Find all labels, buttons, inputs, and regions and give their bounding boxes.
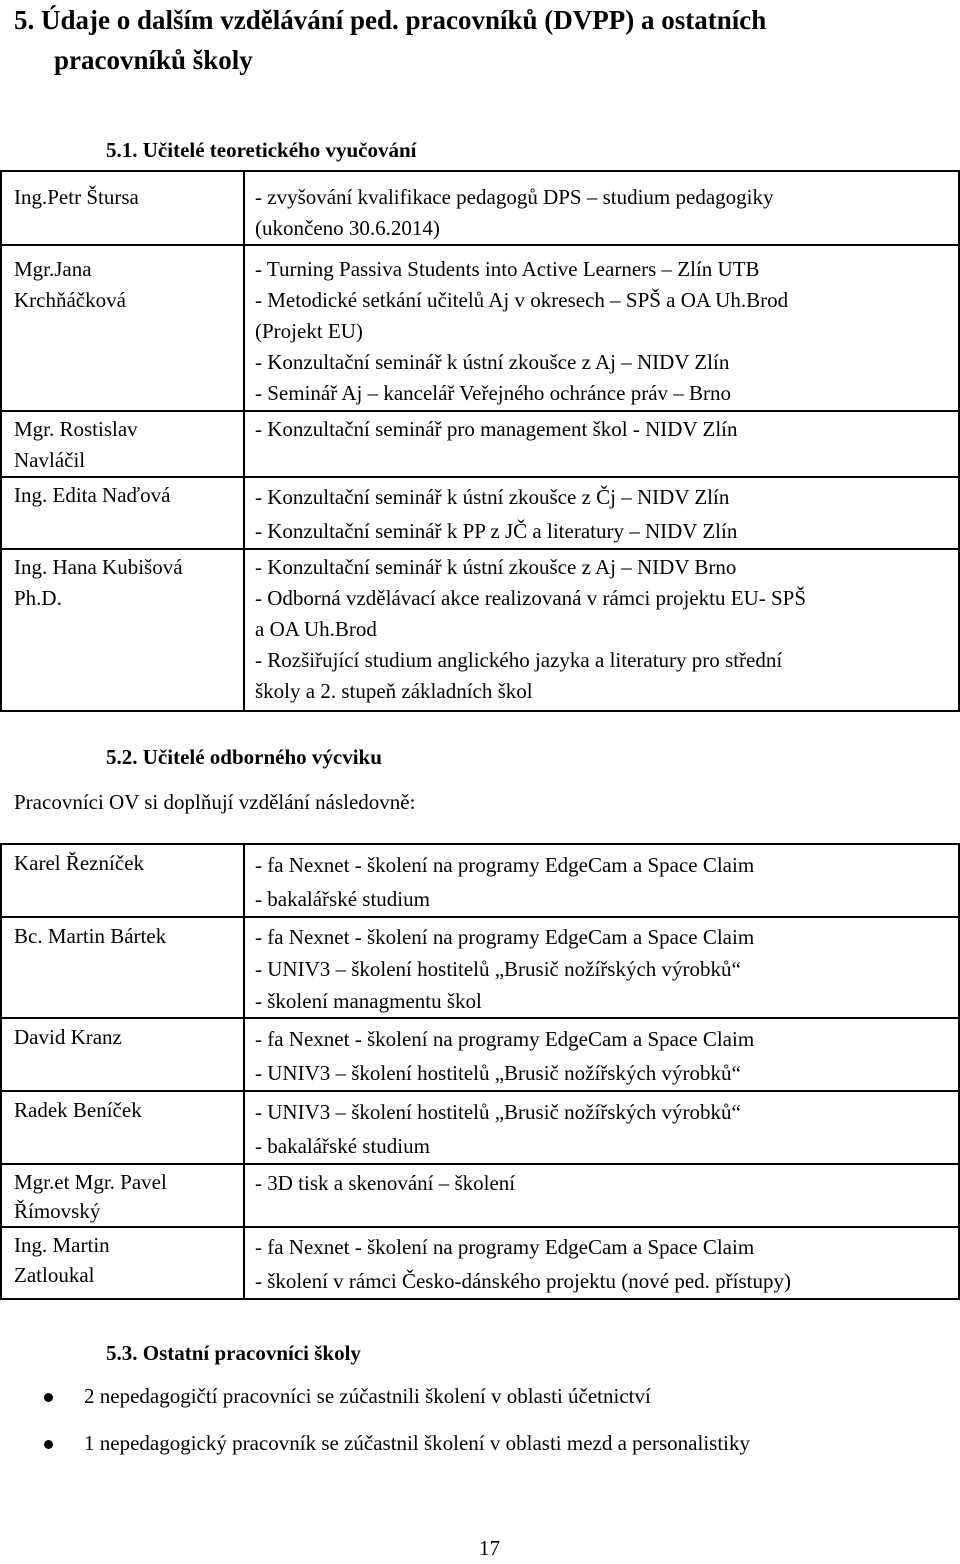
- course-line: - Odborná vzdělávací akce realizovaná v rámci projektu EU- SPŠ: [255, 586, 807, 610]
- teacher-name-cell: [1, 245, 244, 411]
- teacher-name-cell: [1, 1091, 244, 1164]
- table-row: [1, 1091, 959, 1164]
- teacher-name: Ing. Martin: [14, 1233, 110, 1257]
- teacher-name: Zatloukal: [14, 1263, 95, 1287]
- teacher-name-cell: [1, 1227, 244, 1299]
- course-line: - bakalářské studium: [255, 887, 430, 911]
- table-row: [1, 549, 959, 711]
- section-5-2-intro: Pracovníci OV si doplňují vzdělání následovně:: [14, 790, 416, 814]
- table-row: [1, 1018, 959, 1091]
- course-line: - UNIV3 – školení hostitelů „Brusič nožířských výrobků“: [255, 957, 741, 981]
- teacher-name-cell: [1, 844, 244, 917]
- bullet-item: 1 nepedagogický pracovník se zúčastnil školení v oblasti mezd a personalistiky: [84, 1431, 750, 1455]
- teacher-name-cell: [1, 1164, 244, 1227]
- course-line: - Seminář Aj – kancelář Veřejného ochránce práv – Brno: [255, 381, 732, 405]
- course-line: - UNIV3 – školení hostitelů „Brusič nožířských výrobků“: [255, 1061, 741, 1085]
- teacher-name: Navláčil: [14, 448, 86, 472]
- teacher-name: Krchňáčková: [14, 288, 126, 312]
- section-5-title-line1: 5. Údaje o dalším vzdělávání ped. pracovníků (DVPP) a ostatních: [14, 5, 767, 35]
- course-line: - zvyšování kvalifikace pedagogů DPS – studium pedagogiky: [255, 185, 774, 209]
- course-line: a OA Uh.Brod: [255, 617, 377, 641]
- course-line: - Konzultační seminář k PP z JČ a literatury – NIDV Zlín: [255, 519, 738, 543]
- teacher-name-cell: [1, 917, 244, 1018]
- table-row: [1, 917, 959, 1018]
- course-line: - UNIV3 – školení hostitelů „Brusič nožířských výrobků“: [255, 1100, 741, 1124]
- course-line: - bakalářské studium: [255, 1134, 430, 1158]
- section-5-3-heading: 5.3. Ostatní pracovníci školy: [106, 1341, 361, 1365]
- table-row: [1, 411, 959, 477]
- course-line: - školení managmentu škol: [255, 989, 482, 1013]
- course-cell: [244, 477, 959, 549]
- teacher-name-cell: [1, 411, 244, 477]
- bullet-item: 2 nepedagogičtí pracovníci se zúčastnili školení v oblasti účetnictví: [84, 1384, 651, 1408]
- course-line: - Konzultační seminář k ústní zkoušce z Aj – NIDV Zlín: [255, 350, 730, 374]
- teacher-name: Radek Beníček: [14, 1098, 142, 1122]
- course-cell: [244, 1091, 959, 1164]
- table-row: [1, 1164, 959, 1227]
- course-line: - fa Nexnet - školení na programy EdgeCam a Space Claim: [255, 1235, 755, 1259]
- table-row: [1, 1227, 959, 1299]
- table-row: [1, 171, 959, 245]
- course-line: (Projekt EU): [255, 319, 363, 343]
- course-cell: [244, 1164, 959, 1227]
- course-line: - Konzultační seminář k ústní zkoušce z Aj – NIDV Brno: [255, 555, 737, 579]
- table-row: [1, 844, 959, 917]
- course-line: - Rozšiřující studium anglického jazyka a literatury pro střední: [255, 648, 783, 672]
- teacher-name: Mgr.Jana: [14, 257, 92, 281]
- teacher-name: Bc. Martin Bártek: [14, 924, 167, 948]
- teacher-name: Mgr. Rostislav: [14, 417, 138, 441]
- page-number: 17: [479, 1536, 500, 1560]
- teacher-name: Karel Řezníček: [14, 851, 145, 875]
- course-line: - fa Nexnet - školení na programy EdgeCam a Space Claim: [255, 853, 755, 877]
- teacher-name: David Kranz: [14, 1025, 122, 1049]
- teacher-name-cell: [1, 1018, 244, 1091]
- table-row: [1, 245, 959, 411]
- teacher-name: Ing.Petr Štursa: [14, 185, 139, 209]
- course-cell: [244, 844, 959, 917]
- teachers-practice-table: [0, 843, 960, 1300]
- course-line: - Metodické setkání učitelů Aj v okresech – SPŠ a OA Uh.Brod: [255, 288, 789, 312]
- bullet-dot-icon: [44, 1393, 53, 1402]
- teacher-name: Římovský: [14, 1199, 101, 1223]
- course-line: - fa Nexnet - školení na programy EdgeCam a Space Claim: [255, 1027, 755, 1051]
- course-cell: [244, 411, 959, 477]
- course-cell: [244, 917, 959, 1018]
- course-cell: [244, 549, 959, 711]
- course-line: školy a 2. stupeň základních škol: [255, 679, 533, 703]
- course-line: - Konzultační seminář k ústní zkoušce z Čj – NIDV Zlín: [255, 485, 730, 509]
- teacher-name: Ph.D.: [14, 586, 62, 610]
- course-cell: [244, 1018, 959, 1091]
- teacher-name-cell: [1, 171, 244, 245]
- bullet-dot-icon: [44, 1440, 53, 1449]
- table-row: [1, 477, 959, 549]
- course-line: - Konzultační seminář pro management škol - NIDV Zlín: [255, 417, 738, 441]
- course-cell: [244, 1227, 959, 1299]
- teacher-name-cell: [1, 549, 244, 711]
- course-line: - školení v rámci Česko-dánského projektu (nové ped. přístupy): [255, 1269, 791, 1293]
- course-line: (ukončeno 30.6.2014): [255, 216, 440, 240]
- course-cell: [244, 245, 959, 411]
- course-line: - 3D tisk a skenování – školení: [255, 1171, 516, 1195]
- teacher-name: Ing. Edita Naďová: [14, 483, 171, 507]
- teachers-theory-table: [0, 170, 960, 712]
- teacher-name-cell: [1, 477, 244, 549]
- course-line: - fa Nexnet - školení na programy EdgeCam a Space Claim: [255, 925, 755, 949]
- course-line: - Turning Passiva Students into Active Learners – Zlín UTB: [255, 257, 760, 281]
- teacher-name: Ing. Hana Kubišová: [14, 555, 183, 579]
- section-5-title-line2: pracovníků školy: [54, 45, 253, 75]
- section-5-2-heading: 5.2. Učitelé odborného výcviku: [106, 745, 382, 769]
- course-cell: [244, 171, 959, 245]
- teacher-name: Mgr.et Mgr. Pavel: [14, 1170, 167, 1194]
- section-5-1-heading: 5.1. Učitelé teoretického vyučování: [106, 138, 417, 162]
